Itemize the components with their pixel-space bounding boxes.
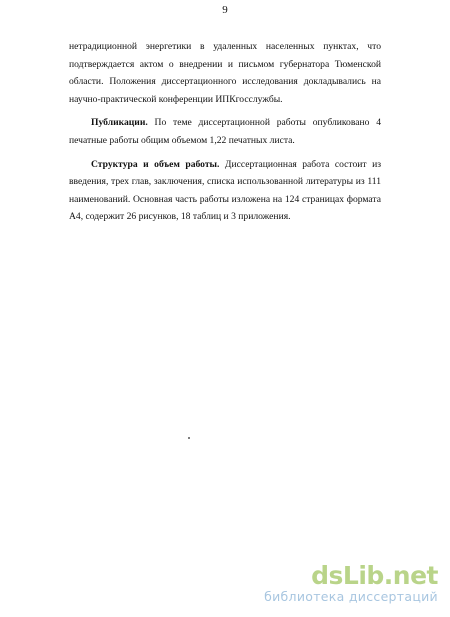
publications-heading: Публикации. [91, 117, 148, 129]
watermark-tagline: библиотека диссертаций [264, 589, 438, 604]
watermark-logo: dsLib.net [311, 561, 438, 590]
publications-text: По теме диссертационной работы опубликовано 4 печатные работы общим объемом 1,22 печатных листа. [69, 117, 381, 146]
paragraph-publications [69, 114, 381, 149]
structure-heading: Структура и объем работы. [91, 158, 220, 170]
body-text [69, 38, 381, 226]
paragraph-approbation: нетрадиционной энергетики в удаленных населенных пунктах, что подтверждается актом о внедрении и письмом губернатора Тюменской области. Положения диссертационного исследования докладывались на научно-практической конференции ИПКгосслужбы. [69, 41, 381, 105]
watermark [264, 563, 438, 605]
structure-text: Диссертационная работа состоит из введения, трех глав, заключения, списка использованной литературы из 111 наименований. Основная часть работы изложена на 124 страницах формата А4, содержит 26 рисунков, 18 таблиц и 3 приложения. [69, 158, 382, 223]
scan-speck [188, 437, 190, 439]
paragraph-structure [69, 156, 381, 226]
page-number: 9 [222, 4, 228, 16]
